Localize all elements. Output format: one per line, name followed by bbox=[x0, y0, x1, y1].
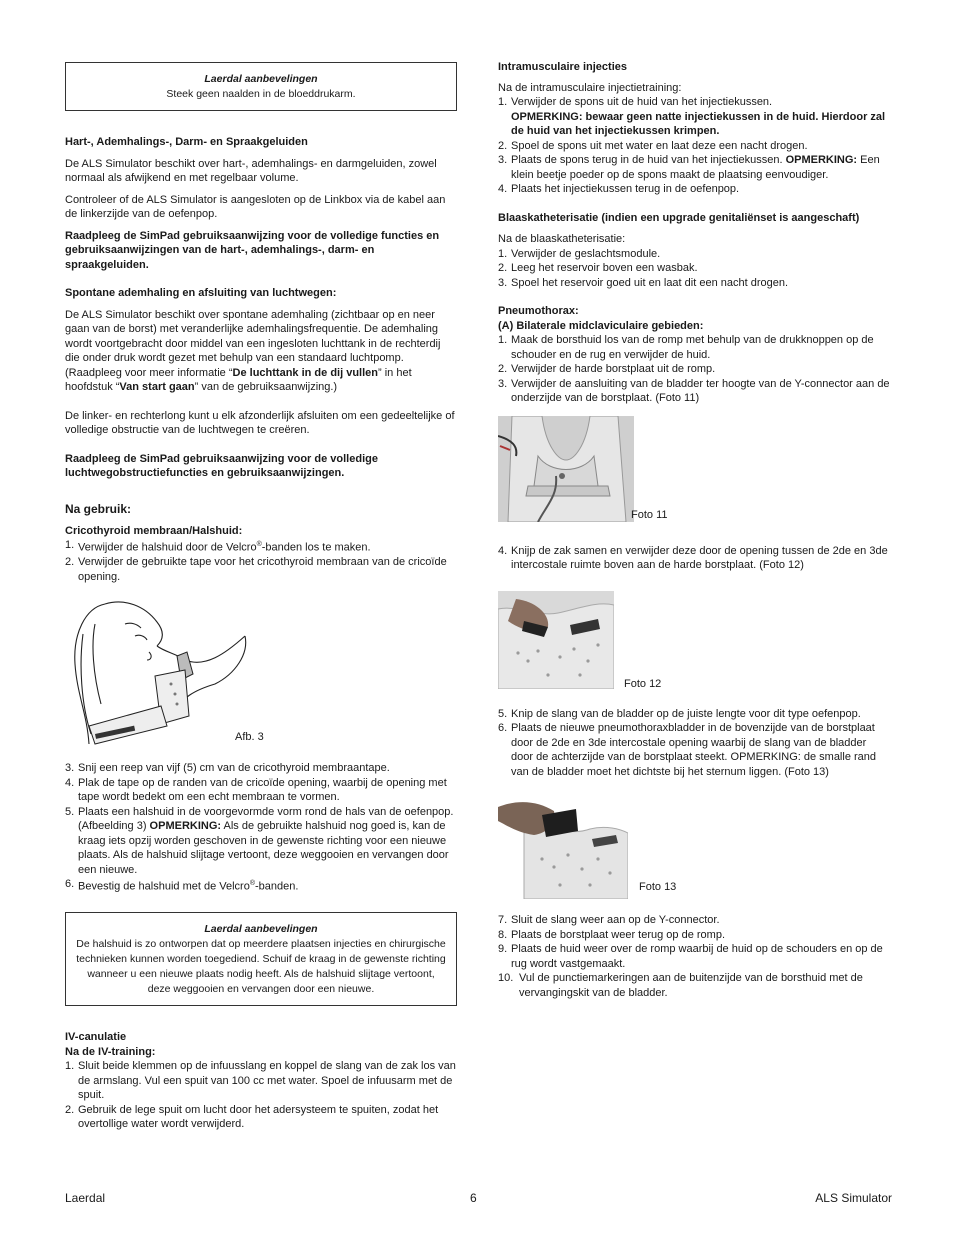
list-bladder bbox=[498, 247, 890, 291]
section-heading-pneumothorax: Pneumothorax: bbox=[498, 305, 579, 317]
section-heading-iv: IV-canulatie bbox=[65, 1031, 127, 1044]
list-item: 1. Sluit beide klemmen op de infuusslang en koppel de slang van de zak los van de armslang. Vul een spuit van 100 cc met water. Spoel de infuusarm met de spuit. bbox=[65, 1060, 456, 1102]
subheading-iv: Na de IV-training: bbox=[65, 1045, 156, 1058]
list-pneumo-4 bbox=[498, 913, 890, 1000]
list-item: 2. Gebruik de lege spuit om lucht door het adersysteem te spuiten, zodat het overtollige water wordt verwijderd. bbox=[65, 1103, 439, 1131]
list-item: 5. Knip de slang van de bladder op de juiste lengte voor dit type oefenpop. bbox=[498, 707, 861, 720]
list-item: 3. Plaats de spons terug in de huid van het injectiekussen. OPMERKING: Een klein beetje poeder op de spons maakt de plaatsing eenvoudiger. bbox=[498, 154, 880, 181]
figure-3 bbox=[65, 594, 457, 760]
footer-product: ALS Simulator bbox=[815, 1191, 892, 1205]
page-number: 6 bbox=[470, 1191, 477, 1205]
list-item: 7. Sluit de slang weer aan op de Y-connector. bbox=[498, 914, 720, 926]
recommendation-title: Laerdal aanbevelingen bbox=[204, 923, 318, 936]
list-item: 3. Verwijder de aansluiting van de bladder ter hoogte van de Y-connector aan de onderzijde van de borstplaat. (Foto 11) bbox=[498, 377, 890, 404]
list-item: 1. Verwijder de geslachtsmodule. bbox=[498, 247, 661, 260]
list-item: 4. Knijp de zak samen en verwijder deze door de opening tussen de 2de en 3de intercostale ruimte boven aan de harde borstplaat. (Foto 12) bbox=[498, 544, 888, 571]
list-item: 9. Plaats de huid weer over de romp waarbij de huid op de schouders en op de rug wordt vastgemaakt. bbox=[498, 943, 883, 970]
list-item: 6. Bevestig de halshuid met de Velcro®-banden. bbox=[65, 878, 299, 893]
paragraph: Na de intramusculaire injectietraining: bbox=[498, 81, 682, 94]
recommendation-title: Laerdal aanbevelingen bbox=[204, 73, 318, 85]
photo-11 bbox=[498, 416, 890, 534]
section-heading-bladder: Blaaskatheterisatie (indien een upgrade genitaliënset is aangeschaft) bbox=[498, 211, 860, 224]
list-item: 1. Verwijder de spons uit de huid van het injectiekussen. OPMERKING: bewaar geen natte injectiekussen in de huid. Hierdoor zal de huid van het injectiekussen krimpen. bbox=[498, 96, 886, 137]
photo-12 bbox=[498, 591, 890, 693]
recommendation-text: De halshuid is zo ontworpen dat op meerdere plaatsen injecties en chirurgische technieken kunnen worden toegediend. Schuif de kraag in de gewenste richting wanneer u een nieuwe plaats nodig heeft. Als de halshuid slijtage vertoont, deze weggooien en vervangen door een nieuwe. bbox=[76, 938, 446, 996]
photo-caption: Foto 12 bbox=[624, 677, 662, 690]
list-item: 3. Snij een reep van vijf (5) cm van de cricothyroid membraantape. bbox=[65, 762, 390, 775]
list-item: 10. Vul de punctiemarkeringen aan de buitenzijde van de borsthuid met de vervangingskit van de bladder. bbox=[498, 972, 863, 999]
photo-13 bbox=[498, 793, 890, 899]
left-column bbox=[65, 60, 457, 1132]
list-item: 2. Verwijder de harde borstplaat uit de romp. bbox=[498, 363, 716, 375]
list-im bbox=[498, 95, 890, 197]
section-heading-sounds: Hart-, Ademhalings-, Darm- en Spraakgeluiden bbox=[65, 136, 308, 148]
paragraph-bold: Raadpleeg de SimPad gebruiksaanwijzing voor de volledige functies en gebruiksaanwijzingen van de hart-, ademhalings-, darm- en spraakgeluiden. bbox=[65, 229, 440, 271]
section-heading-after-use: Na gebruik: bbox=[65, 501, 132, 516]
paragraph: De linker- en rechterlong kunt u elk afzonderlijk afsluiten om een gedeeltelijke of volledige obstructie van de luchtwegen te creëren. bbox=[65, 409, 455, 436]
photo-caption: Foto 13 bbox=[639, 881, 677, 893]
recommendation-text: Steek geen naalden in de bloeddrukarm. bbox=[166, 88, 356, 100]
paragraph: De ALS Simulator beschikt over spontane ademhaling (zichtbaar op en neer gaan van de borst) met veranderlijke ademhalingsfrequentie. De ademhaling wordt voortgebracht door middel van een ingesloten luchttank in de rechterdij die onder druk wordt gezet met behulp van een standaard luchtpomp. (Raadpleeg voor meer informatie “De luchttank in de dij vullen” in het hoofdstuk “Van start gaan” van de gebruiksaanwijzing.) bbox=[65, 308, 441, 393]
list-item: 5. Plaats een halshuid in de voorgevormde vorm rond de hals van de oefenpop. (Afbeelding 3) OPMERKING: Als de gebruikte halshuid nog goed is, kan de kraag iets opzij worden geschoven in de gewenste richting voor een nieuwe plaats. Als de halshuid slijtage vertoont, deze weggooien en vervangen door een nieuwe. bbox=[65, 805, 454, 876]
list-pneumo-1 bbox=[498, 333, 890, 406]
paragraph: Controleer of de ALS Simulator is aangesloten op de Linkbox via de kabel aan de linkerzijde van de oefenpop. bbox=[65, 193, 446, 220]
list-pneumo-2 bbox=[498, 544, 890, 573]
paragraph: De ALS Simulator beschikt over hart-, ademhalings- en darmgeluiden, zowel normaal als afwijkend en met regelbaar volume. bbox=[65, 157, 437, 184]
list-item: 2. Spoel de spons uit met water en laat deze een nacht drogen. bbox=[498, 139, 808, 152]
list-item: 8. Plaats de borstplaat weer terug op de romp. bbox=[498, 928, 726, 941]
list-crico-1 bbox=[65, 538, 457, 584]
paragraph: Na de blaaskatheterisatie: bbox=[498, 233, 626, 245]
photo-caption: Foto 11 bbox=[631, 508, 668, 521]
list-item: 4. Plak de tape op de randen van de cricoïde opening, waarbij de opening met tape wordt bedekt om een echt membraan te vormen. bbox=[65, 776, 447, 804]
chest-plate-photo bbox=[498, 591, 614, 689]
list-pneumo-3 bbox=[498, 707, 890, 780]
list-iv bbox=[65, 1059, 457, 1132]
chest-plate-photo bbox=[498, 416, 634, 522]
paragraph-bold: Raadpleeg de SimPad gebruiksaanwijzing voor de volledige luchtwegobstructiefuncties en gebruiksaanwijzingen. bbox=[65, 452, 378, 479]
list-item: 6. Plaats de nieuwe pneumothoraxbladder in de bovenzijde van de borstplaat door de 2de en 3de intercostale opening waarbij de slang van de bladder door de achterzijde van de borstplaat steekt. OPMERKING: de smalle rand van de bladder moet het dichtste bij het sternum liggen. (Foto 13) bbox=[498, 722, 877, 778]
list-item: 4. Plaats het injectiekussen terug in de oefenpop. bbox=[498, 183, 740, 195]
list-item: 3. Spoel het reservoir goed uit en laat dit een nacht drogen. bbox=[498, 276, 789, 289]
recommendation-box-2 bbox=[65, 912, 457, 1006]
list-crico-2 bbox=[65, 761, 457, 894]
footer-brand: Laerdal bbox=[65, 1191, 106, 1205]
figure-caption: Afb. 3 bbox=[235, 731, 264, 744]
list-item: 1. Verwijder de halshuid door de Velcro®-banden los te maken. bbox=[65, 539, 371, 554]
list-item: 2. Verwijder de gebruikte tape voor het cricothyroid membraan van de cricoïde opening. bbox=[65, 556, 447, 583]
recommendation-box-1 bbox=[65, 62, 457, 111]
subheading-crico: Cricothyroid membraan/Halshuid: bbox=[65, 524, 243, 537]
section-heading-breathing: Spontane ademhaling en afsluiting van luchtwegen: bbox=[65, 287, 337, 299]
list-item: 2. Leeg het reservoir boven een wasbak. bbox=[498, 262, 698, 274]
subheading-pneumothorax: (A) Bilaterale midclaviculaire gebieden: bbox=[498, 319, 704, 332]
list-item: 1. Maak de borsthuid los van de romp met behulp van de drukknoppen op de schouder en de rug en verwijder de huid. bbox=[498, 334, 874, 361]
chest-plate-photo bbox=[498, 793, 628, 899]
neck-skin-illustration bbox=[65, 594, 255, 752]
section-heading-im: Intramusculaire injecties bbox=[498, 61, 627, 73]
right-column bbox=[498, 60, 890, 1000]
